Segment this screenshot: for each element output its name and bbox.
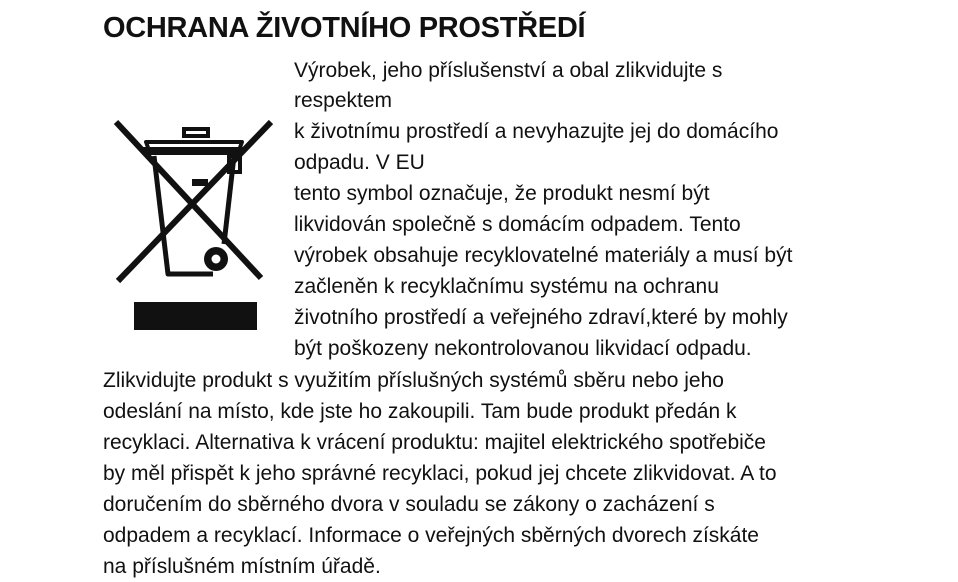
text-line: respektem [294,89,393,112]
text-line: odpadu. V EU [294,151,425,174]
text-line: životního prostředí a veřejného zdraví,které by mohly [294,306,788,329]
text-line: recyklaci. Alternativa k vrácení produktu: majitel elektrického spotřebiče [103,431,766,454]
text-line: odpadem a recyklací. Informace o veřejných sběrných dvorech získáte [103,524,759,547]
text-line: doručením do sběrného dvora v souladu se zákony o zacházení s [103,493,715,516]
text-line: začleněn k recyklačnímu systému na ochranu [294,275,719,298]
text-line: likvidován společně s domácím odpadem. Tento [294,213,741,236]
text-line: Zlikvidujte produkt s využitím příslušných systémů sběru nebo jeho [103,369,724,392]
text-line: tento symbol označuje, že produkt nesmí být [294,182,710,205]
crossed-out-wheelie-bin-icon [112,116,276,336]
text-line: na příslušném místním úřadě. [103,555,381,578]
text-line: odeslání na místo, kde jste ho zakoupili. Tam bude produkt předán k [103,400,737,423]
text-line: k životnímu prostředí a nevyhazujte jej do domácího [294,120,779,143]
text-line: výrobek obsahuje recyklovatelné materiály a musí být [294,244,793,267]
page-title: OCHRANA ŽIVOTNÍHO PROSTŘEDÍ [103,12,586,44]
text-line: být poškozeny nekontrolovanou likvidací odpadu. [294,337,752,360]
text-line: Výrobek, jeho příslušenství a obal zlikvidujte s [294,59,723,82]
text-line: by měl přispět k jeho správné recyklaci, pokud jej chcete zlikvidovat. A to [103,462,777,485]
